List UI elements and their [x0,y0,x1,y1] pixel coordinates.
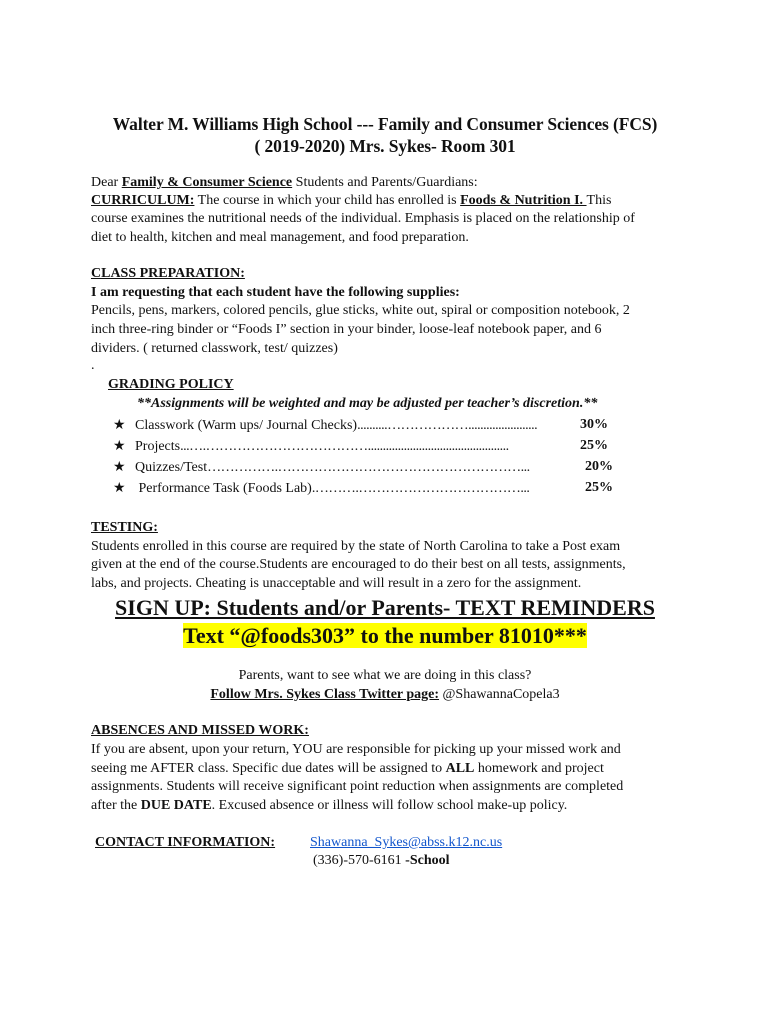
greeting-line: Dear Family & Consumer Science Students and Parents/Guardians: [91,175,478,190]
absences-line-1: If you are absent, upon your return, YOU are responsible for picking up your missed work and [91,742,621,757]
grading-percent-quizzes: 20% [585,459,613,474]
testing-line-2: given at the end of the course.Students are encouraged to do their best on all tests, assignments, [91,557,626,572]
grading-heading: GRADING POLICY [108,377,234,392]
star-icon: ★ [113,439,126,454]
twitter-label: Follow Mrs. Sykes Class Twitter page: [210,687,440,702]
signup-text-instruction [0,623,770,649]
absences-line-2: seeing me AFTER class. Specific due dates will be assigned to ALL homework and project [91,761,604,776]
grading-percent-classwork: 30% [580,417,608,432]
grading-note: **Assignments will be weighted and may be adjusted per teacher’s discretion.** [137,396,598,411]
grading-item-label: Quizzes/Test [135,460,208,475]
testing-line-1: Students enrolled in this course are required by the state of North Carolina to take a Post exam [91,539,621,554]
testing-line-3: labs, and projects. Cheating is unacceptable and will result in a zero for the assignment. [91,576,582,591]
supplies-line-4: . [91,358,95,373]
grading-item-label: Performance Task (Foods Lab) [135,481,312,496]
school-title: Walter M. Williams High School --- Family and Consumer Sciences (FCS) [112,114,658,134]
signup-heading: SIGN UP: Students and/or Parents- TEXT REMINDERS [115,595,655,620]
contact-phone: (336)-570-6161 -School [313,853,450,868]
star-icon: ★ [113,418,126,433]
grading-item-performance: ★ Performance Task (Foods Lab).……….………………………………... [113,481,530,496]
supplies-line-1: Pencils, pens, markers, colored pencils, glue sticks, white out, spiral or composition notebook, 2 [91,303,630,318]
absences-heading: ABSENCES AND MISSED WORK: [91,723,309,738]
class-subtitle: ( 2019-2020) Mrs. Sykes- Room 301 [254,136,516,156]
contact-heading: CONTACT INFORMATION: [95,835,276,850]
curriculum-line-2: course examines the nutritional needs of the individual. Emphasis is placed on the relationship of [91,211,635,226]
twitter-handle[interactable]: @ShawannaCopela3 [439,687,560,702]
grading-item-classwork: ★ Classwork (Warm ups/ Journal Checks)..........………………....................... [113,418,538,433]
testing-heading: TESTING: [91,520,158,535]
class-prep-heading: CLASS PREPARATION: [91,266,245,281]
grading-percent-projects: 25% [580,438,608,453]
star-icon: ★ [113,460,126,475]
grading-item-projects: ★ Projects...….………………………………............................................... [113,439,509,454]
twitter-line [0,687,770,703]
star-icon: ★ [113,481,126,496]
signup-highlight: Text “@foods303” to the number 81010*** [183,623,587,648]
grading-item-quizzes: ★ Quizzes/Test…………….………………………………………………... [113,460,530,475]
contact-email-link[interactable]: Shawanna_Sykes@abss.k12.nc.us [310,835,503,850]
supplies-line-3: dividers. ( returned classwork, test/ quizzes) [91,341,338,356]
curriculum-label: CURRICULUM: [91,193,195,208]
curriculum-line: CURRICULUM: The course in which your child has enrolled is Foods & Nutrition I. This [91,193,612,208]
absences-line-4: after the DUE DATE. Excused absence or illness will follow school make-up policy. [91,798,568,813]
supplies-line-2: inch three-ring binder or “Foods I” section in your binder, loose-leaf notebook paper, and 6 [91,322,602,337]
grading-percent-performance: 25% [585,480,613,495]
grading-item-label: Classwork (Warm ups/ Journal Checks) [135,418,358,433]
course-name: Foods & Nutrition I. [460,193,587,208]
grading-item-label: Projects [135,439,181,454]
supplies-request: I am requesting that each student have the following supplies: [91,285,460,300]
curriculum-line-3: diet to health, kitchen and meal management, and food preparation. [91,230,469,245]
department-name: Family & Consumer Science [121,175,293,190]
twitter-question: Parents, want to see what we are doing in this class? [238,668,532,683]
absences-line-3: assignments. Students will receive significant point reduction when assignments are completed [91,779,624,794]
